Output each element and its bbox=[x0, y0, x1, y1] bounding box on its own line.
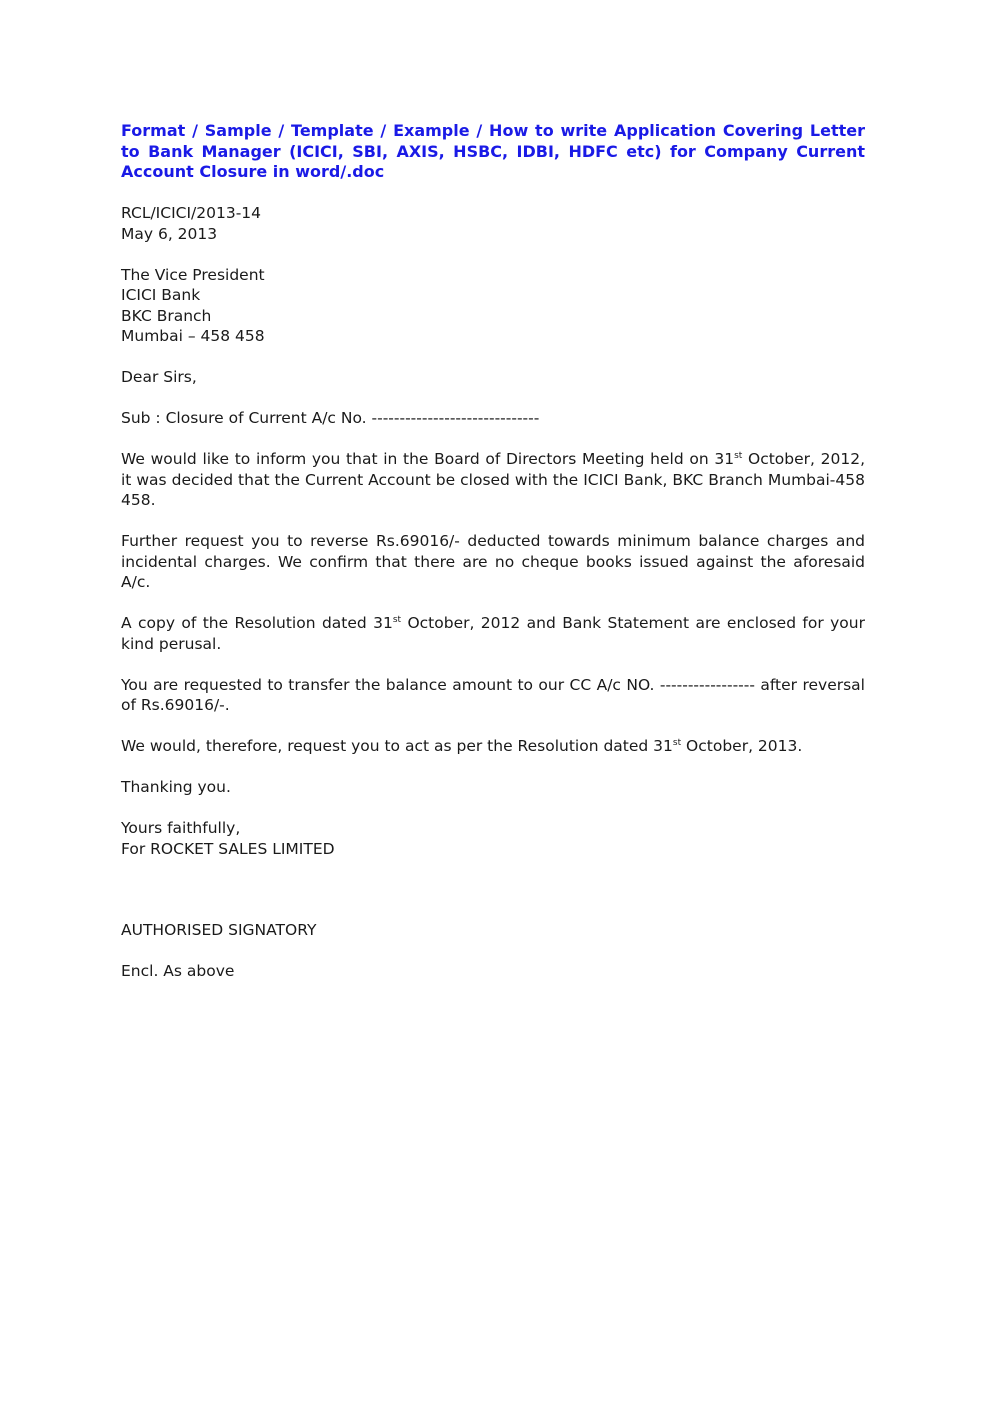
reference-block bbox=[121, 203, 865, 244]
paragraph-text: October, 2012, it was decided that the Current Account be closed with the ICICI Bank, BKC Branch Mumbai-458 458. bbox=[121, 450, 866, 509]
signatory-line: AUTHORISED SIGNATORY bbox=[121, 921, 317, 939]
paragraph-transfer-request: You are requested to transfer the balance amount to our CC A/c NO. ----------------- after reversal of Rs.69016/-. bbox=[121, 675, 865, 714]
paragraph-text: A copy of the Resolution dated 31 bbox=[121, 614, 393, 632]
subject-line: Sub : Closure of Current A/c No. ------------------------------ bbox=[121, 409, 540, 427]
paragraph-board-meeting bbox=[121, 449, 865, 511]
company-name: For ROCKET SALES LIMITED bbox=[121, 839, 335, 858]
recipient-city: Mumbai – 458 458 bbox=[121, 327, 265, 345]
letter-page bbox=[121, 121, 865, 982]
closing-phrase: Yours faithfully, bbox=[121, 819, 241, 837]
paragraph-text: We would, therefore, request you to act as per the Resolution dated 31 bbox=[121, 737, 673, 755]
paragraph-text: We would like to inform you that in the Board of Directors Meeting held on 31 bbox=[121, 450, 735, 468]
recipient-address bbox=[121, 265, 865, 347]
recipient-branch: BKC Branch bbox=[121, 306, 212, 325]
paragraph-text: October, 2012 and Bank Statement are enclosed for your kind perusal. bbox=[121, 614, 865, 653]
document-title: Format / Sample / Template / Example / How to write Application Covering Letter to Bank Manager (ICICI, SBI, AXIS, HSBC, IDBI, HDFC etc) for Company Current Account Closure in word/.doc bbox=[121, 121, 865, 181]
ordinal-suffix: st bbox=[672, 737, 682, 748]
paragraph-resolution-request bbox=[121, 736, 865, 757]
ordinal-suffix: st bbox=[392, 614, 402, 625]
reference-number: RCL/ICICI/2013-14 bbox=[121, 204, 262, 222]
ordinal-suffix: st bbox=[734, 450, 743, 461]
paragraph-text: October, 2013. bbox=[681, 737, 803, 755]
recipient-title: The Vice President bbox=[121, 265, 265, 284]
paragraph-reversal-request: Further request you to reverse Rs.69016/- deducted towards minimum balance charges and incidental charges. We confirm that there are no cheque books issued against the aforesaid A/c. bbox=[121, 532, 865, 591]
recipient-bank: ICICI Bank bbox=[121, 286, 201, 304]
enclosure-line: Encl. As above bbox=[121, 962, 235, 980]
thanks-line: Thanking you. bbox=[121, 778, 231, 796]
closing-block bbox=[121, 818, 865, 859]
paragraph-enclosure-note bbox=[121, 613, 865, 654]
letter-date: May 6, 2013 bbox=[121, 224, 218, 243]
salutation: Dear Sirs, bbox=[121, 368, 197, 386]
